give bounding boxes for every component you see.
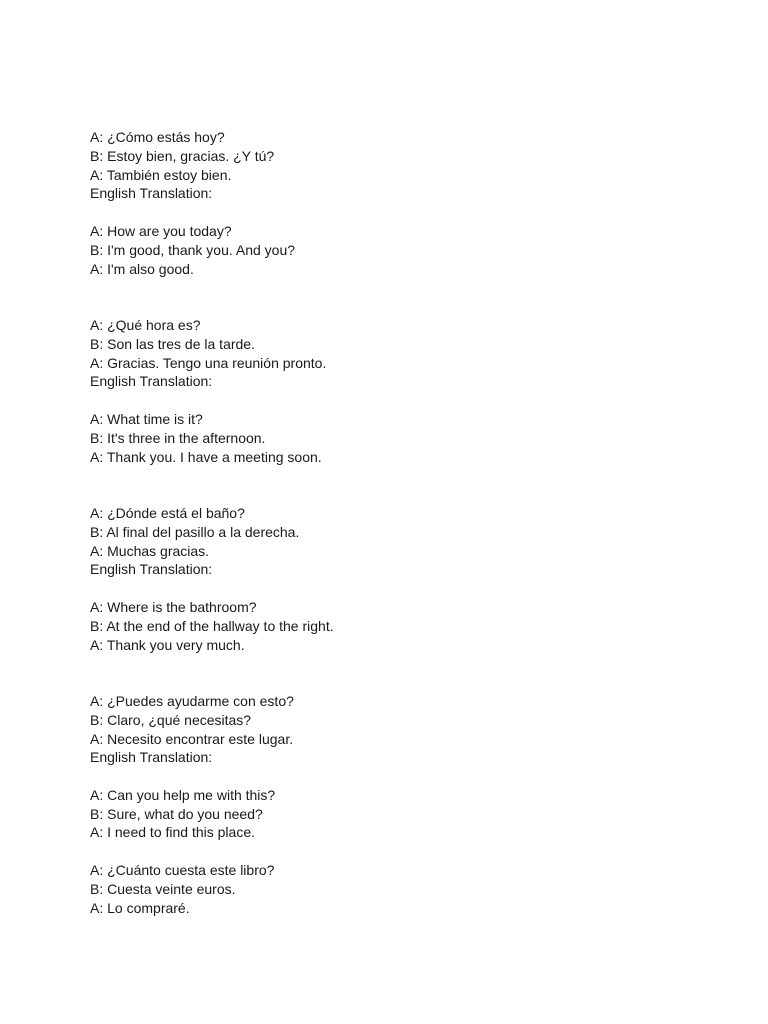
dialogue-line: A: También estoy bien. [90,166,232,183]
translation-heading: English Translation: [90,749,213,766]
dialogue-line: A: Lo compraré. [90,899,190,916]
dialogue-line: A: Where is the bathroom? [90,598,257,615]
dialogue-line: B: Cuesta veinte euros. [90,880,236,897]
blank-line [90,203,730,222]
dialogue-line: B: Al final del pasillo a la derecha. [90,523,300,540]
blank-line [90,654,730,673]
dialogue-line: A: Can you help me with this? [90,786,276,803]
dialogue-line: A: Muchas gracias. [90,542,210,559]
dialogue-line: B: Son las tres de la tarde. [90,335,255,352]
dialogue-line: B: I'm good, thank you. And you? [90,241,296,258]
dialogue-line: B: Claro, ¿qué necesitas? [90,711,252,728]
blank-line [90,278,730,297]
translation-heading: English Translation: [90,185,213,202]
blank-line [90,297,730,316]
blank-line [90,842,730,861]
blank-line [90,466,730,485]
translation-heading: English Translation: [90,373,213,390]
dialogue-line: B: At the end of the hallway to the right. [90,617,334,634]
translation-heading: English Translation: [90,561,213,578]
dialogue-line: A: ¿Cuánto cuesta este libro? [90,862,275,879]
dialogue-line: A: How are you today? [90,222,232,239]
dialogue-line: A: Thank you very much. [90,636,245,653]
dialogue-line: B: Estoy bien, gracias. ¿Y tú? [90,147,275,164]
dialogue-line: A: What time is it? [90,410,203,427]
blank-line [90,485,730,504]
document-body [90,128,730,917]
dialogue-line: A: Gracias. Tengo una reunión pronto. [90,354,327,371]
dialogue-line: A: Thank you. I have a meeting soon. [90,448,322,465]
dialogue-line: A: I'm also good. [90,260,194,277]
blank-line [90,391,730,410]
dialogue-line: A: I need to find this place. [90,824,255,841]
dialogue-line: A: Necesito encontrar este lugar. [90,730,294,747]
blank-line [90,767,730,786]
dialogue-line: B: Sure, what do you need? [90,805,263,822]
blank-line [90,579,730,598]
dialogue-line: A: ¿Cómo estás hoy? [90,129,225,145]
dialogue-line: B: It's three in the afternoon. [90,429,266,446]
blank-line [90,673,730,692]
dialogue-line: A: ¿Dónde está el baño? [90,504,245,521]
dialogue-line: A: ¿Qué hora es? [90,316,201,333]
dialogue-line: A: ¿Puedes ayudarme con esto? [90,692,294,709]
